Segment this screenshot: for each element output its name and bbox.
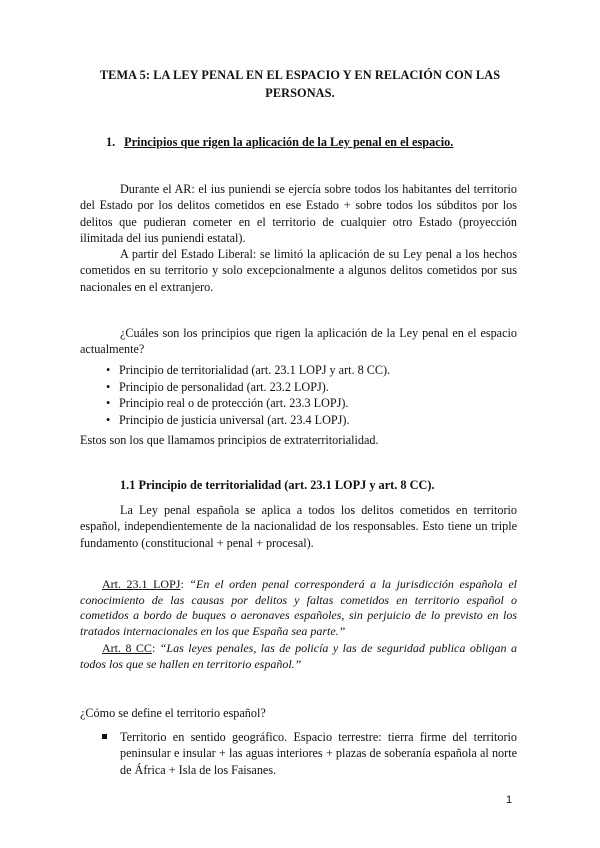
paragraph-territory-question: ¿Cómo se define el territorio español?	[80, 706, 266, 720]
paragraph-territoriality: La Ley penal española se aplica a todos los delitos cometidos en territorio español, independientemente de la nacionalidad de los responsables. Esto tiene un triple fundamento (constitucional + penal + procesal).	[80, 503, 517, 550]
quote-label: Art. 8 CC	[102, 641, 152, 655]
quote-cc: Art. 8 CC: “Las leyes penales, las de policía y las de seguridad publica obligan a todos los que se hallen en territorio español.”	[80, 641, 517, 671]
quote-label: Art. 23.1 LOPJ	[102, 577, 181, 591]
territory-list	[80, 729, 517, 778]
list-item: Territorio en sentido geográfico. Espacio terrestre: tierra firme del territorio peninsular e insular + las aguas interiores + plazas de soberanía española al norte de África + Isla de los Faisanes.	[80, 729, 517, 778]
section-number: 1.	[106, 135, 116, 149]
subsection-heading-1-1: 1.1 Principio de territorialidad (art. 23.1 LOPJ y art. 8 CC).	[120, 478, 435, 492]
list-item: • Principio de justicia universal (art. 23.4 LOPJ).	[80, 412, 517, 429]
list-item: • Principio de territorialidad (art. 23.1 LOPJ y art. 8 CC).	[80, 362, 517, 379]
principles-list	[80, 362, 517, 428]
paragraph-ancien-regime: Durante el AR: el ius puniendi se ejercía sobre todos los habitantes del territorio del Estado por los delitos cometidos en ese Estado + sobre todos los súbditos por los delitos que pudieran cometer en el territorio de cualquier otro Estado (proyección ilimitada del ius puniendi estatal).	[80, 182, 517, 246]
quote-text: “En el orden penal corresponderá a la jurisdicción española el conocimiento de las causas por delitos y faltas cometidos en territorio español o cometidos a bordo de buques o aeronaves españoles, sin perjuicio de lo previsto en los tratados internacionales en los que España sea parte.”	[80, 577, 517, 638]
paragraph-question-principles: ¿Cuáles son los principios que rigen la aplicación de la Ley penal en el espacio actualmente?	[80, 326, 517, 357]
page-number: 1	[506, 794, 513, 806]
quote-text: “Las leyes penales, las de policía y las de seguridad publica obligan a todos los que se hallen en territorio español.”	[80, 641, 517, 671]
list-item: • Principio real o de protección (art. 23.3 LOPJ).	[80, 395, 517, 412]
document-title: TEMA 5: LA LEY PENAL EN EL ESPACIO Y EN RELACIÓN CON LAS PERSONAS.	[99, 68, 501, 100]
paragraph-extraterritoriality: Estos son los que llamamos principios de extraterritorialidad.	[80, 433, 379, 447]
list-item: • Principio de personalidad (art. 23.2 LOPJ).	[80, 379, 517, 396]
section-heading-1	[106, 135, 453, 150]
quote-lopj: Art. 23.1 LOPJ: “En el orden penal corresponderá a la jurisdicción española el conocimiento de las causas por delitos y faltas cometidos en territorio español o cometidos a bordo de buques o aeronaves españoles, sin perjuicio de lo previsto en los tratados internacionales en los que España sea parte.”	[80, 577, 517, 638]
paragraph-estado-liberal: A partir del Estado Liberal: se limitó la aplicación de su Ley penal a los hechos cometidos en su territorio y solo excepcionalmente a algunos delitos cometidos por sus nacionales en el extranjero.	[80, 247, 517, 294]
section-title: Principios que rigen la aplicación de la Ley penal en el espacio.	[124, 135, 454, 149]
